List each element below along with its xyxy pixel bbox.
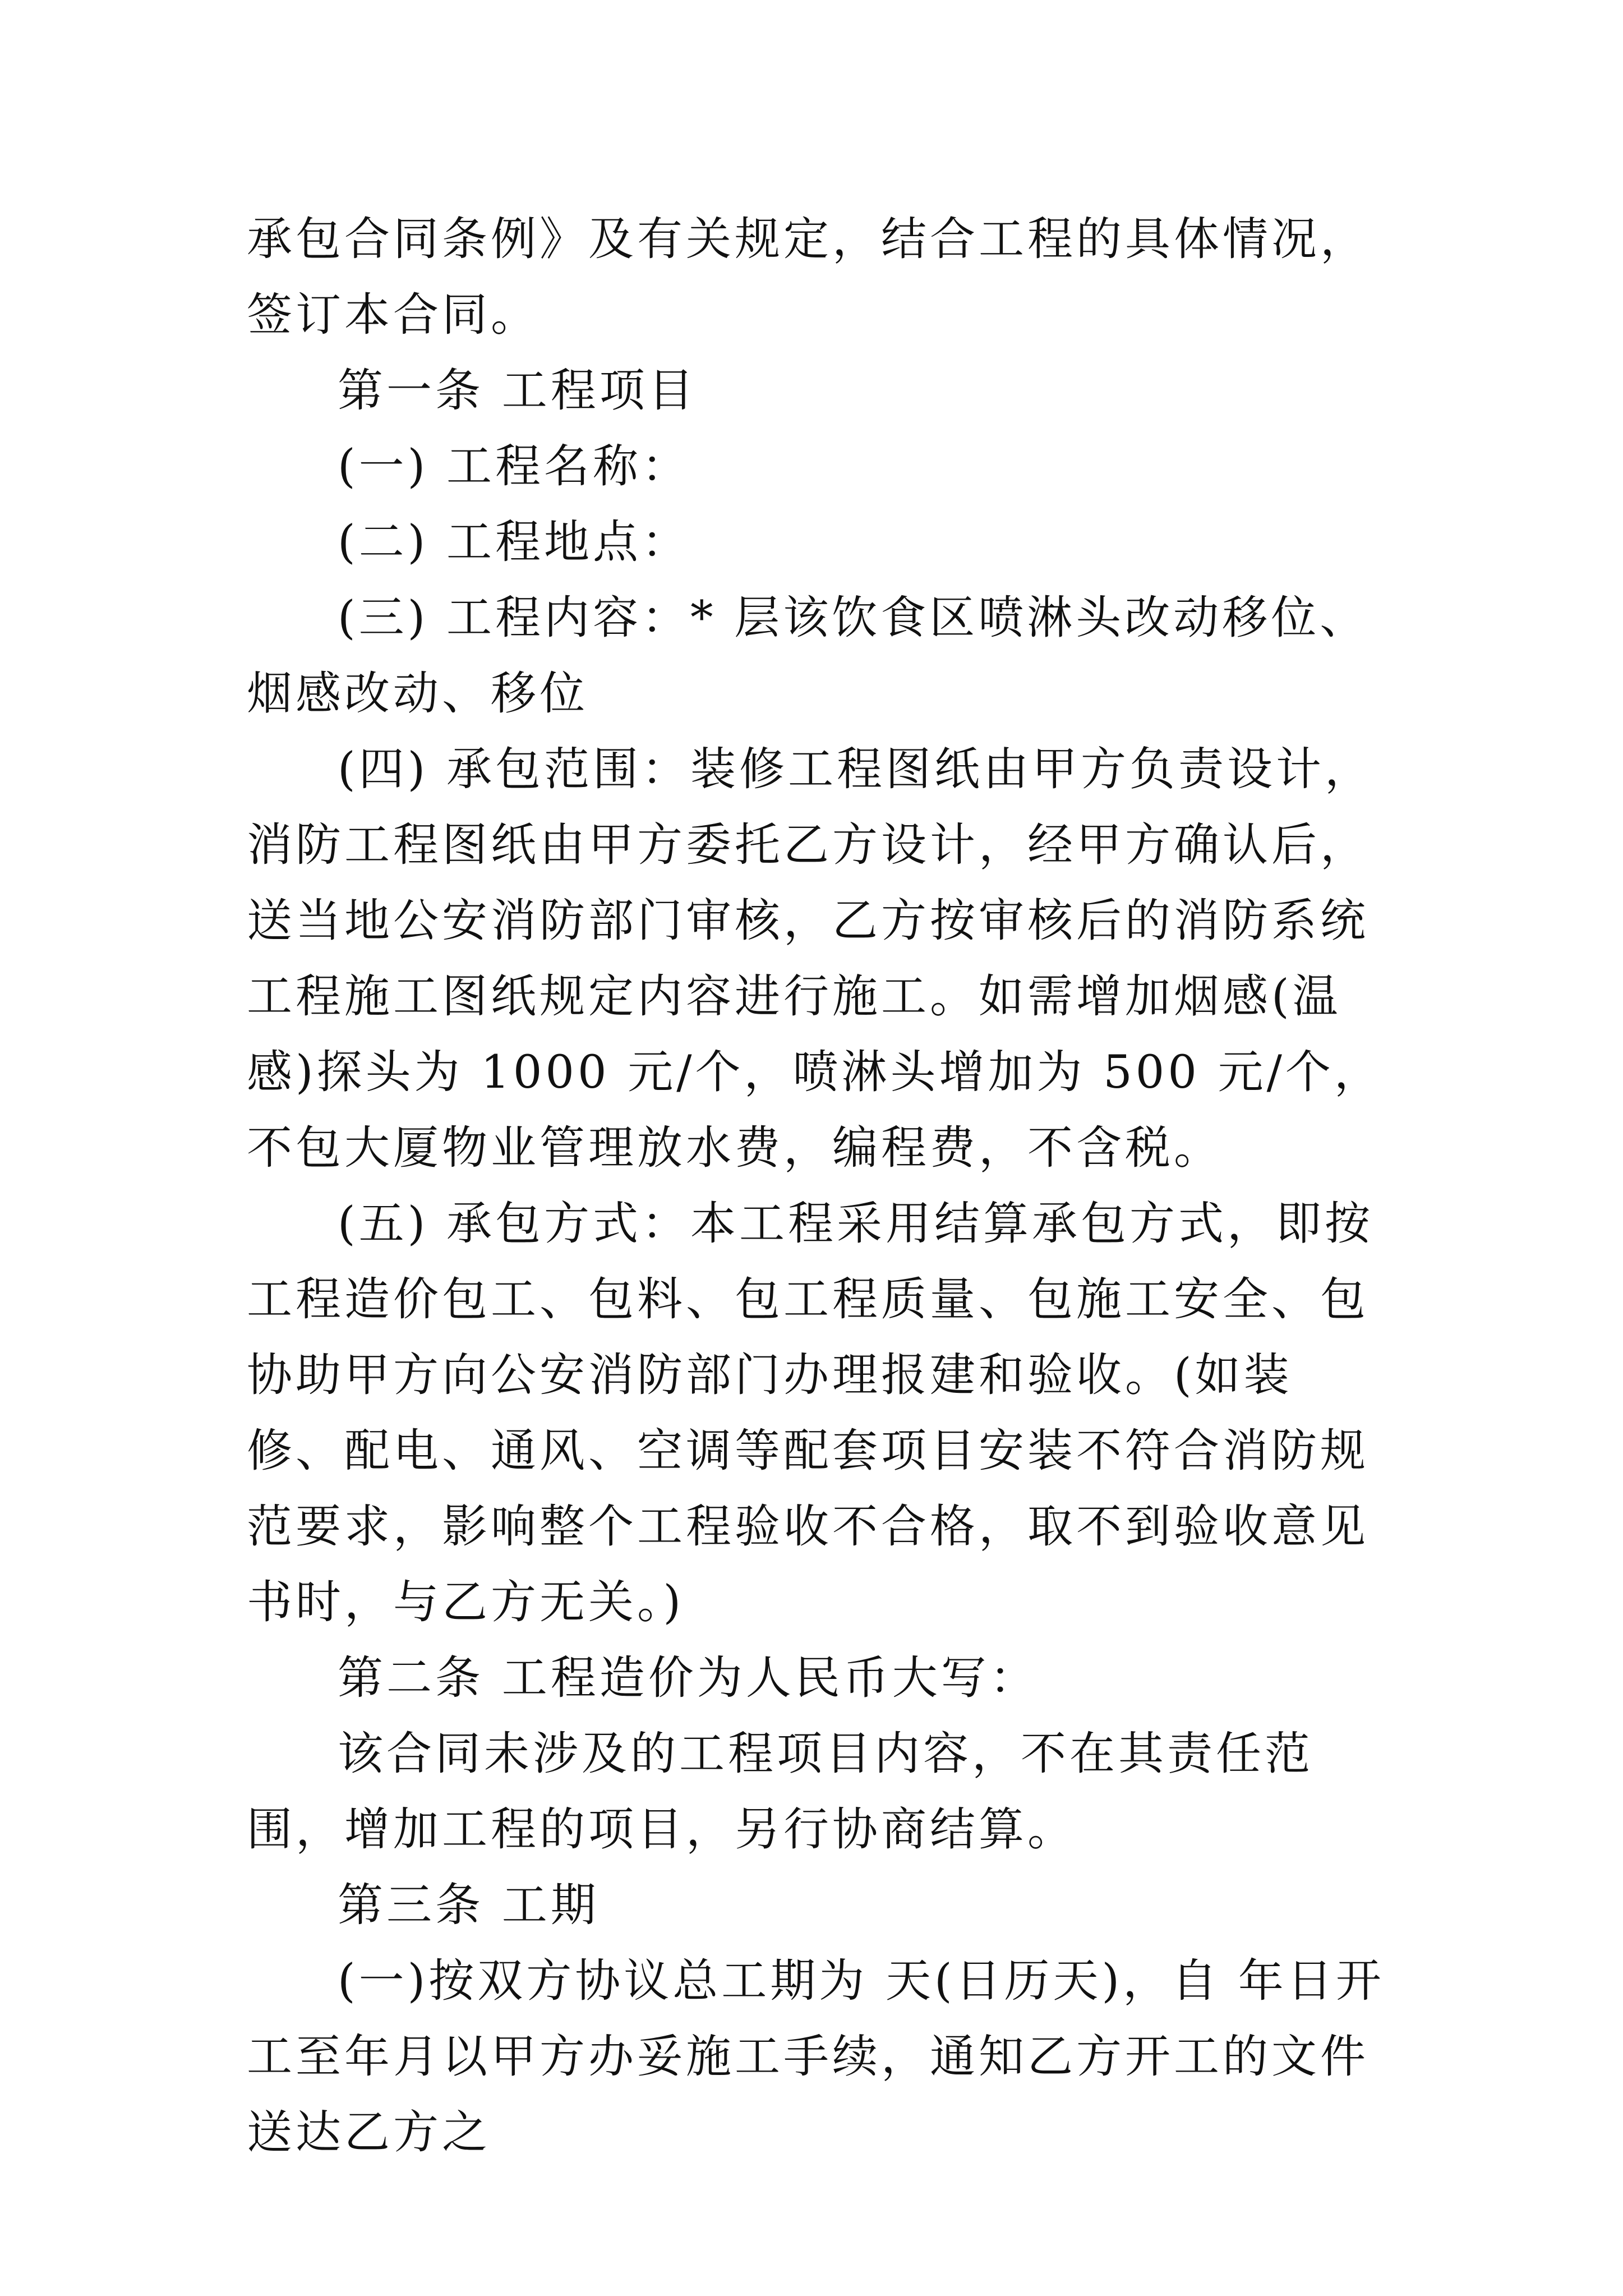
contract-method-paragraph: (五) 承包方式：本工程采用结算承包方式，即按工程造价包工、包料、包工程质量、包施工安全、包协助甲方向公安消防部门办理报建和验收。(如装修、配电、通风、空调等配套项目安装不符合消防规范要求，影响整个工程验收不合格，取不到验收意见书时，与乙方无关。) [247,1198,1373,1629]
project-content-paragraph: (三) 工程内容：* 层该饮食区喷淋头改动移位、烟感改动、移位 [247,592,1369,720]
contract-scope-paragraph: (四) 承包范围：装修工程图纸由甲方负责设计，消防工程图纸由甲方委托乙方设计，经甲方确认后，送当地公安消防部门审核，乙方按审核后的消防系统工程施工图纸规定内容进行施工。如需增加烟感(温感)探头为 1000 元/个，喷淋头增加为 500 元/个，不包大厦物业管理放水费，编程费，不含税。 [247,743,1383,1175]
article-1-heading: 第一条 工程项目 [338,365,697,417]
article-3-heading: 第三条 工期 [338,1879,600,1932]
excluded-items-paragraph: 该合同未涉及的工程项目内容，不在其责任范围，增加工程的项目，另行协商结算。 [247,1728,1314,1856]
document-body [247,202,1385,2171]
article-2-heading: 第二条 工程造价为人民币大写： [338,1652,1039,1705]
project-name-line: (一) 工程名称： [338,440,690,493]
paragraph-intro: 承包合同条例》及有关规定，结合工程的具体情况，签订本合同。 [247,213,1370,342]
project-location-line: (二) 工程地点： [338,516,690,569]
schedule-paragraph: (一)按双方协议总工期为 天(日历天)，自 年日开工至年月以甲方办妥施工手续，通知乙方开工的文件送达乙方之 [247,1955,1385,2159]
